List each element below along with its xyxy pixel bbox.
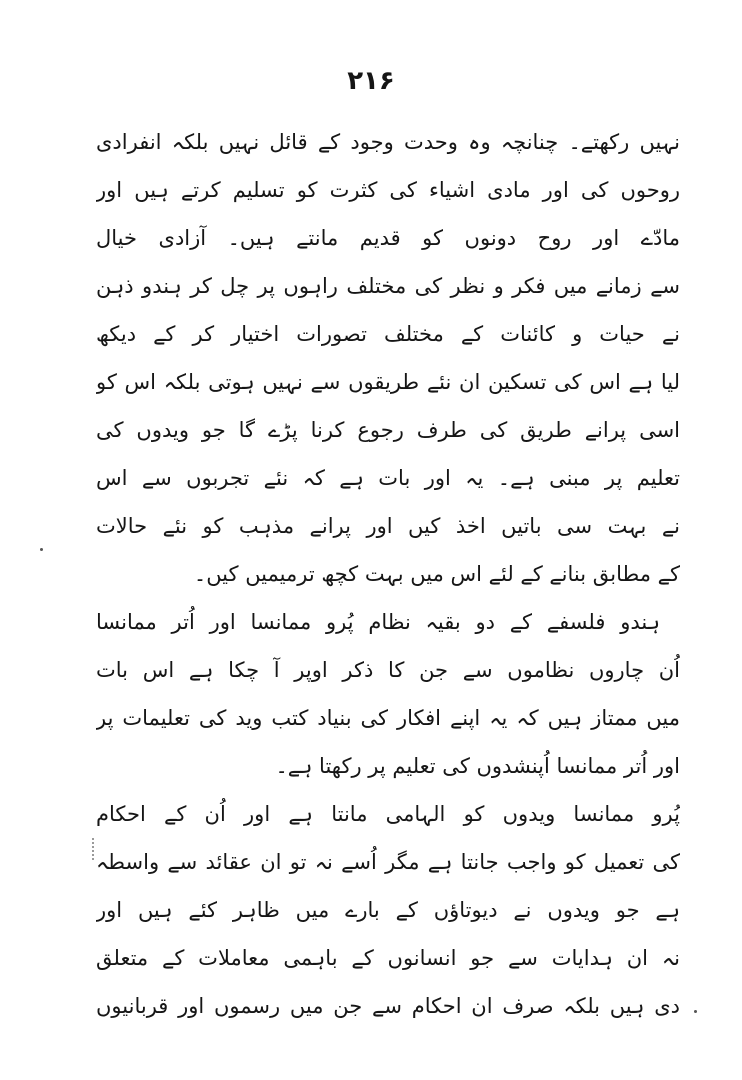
scan-speck: [694, 1010, 697, 1013]
text-line: نے بہت سی باتیں اخذ کیں اور پرانے مذہب کو نئے حالات: [96, 514, 680, 538]
text-line: لیا ہے اس کی تسکین ان نئے طریقوں سے نہیں ہوتی بلکہ اس کو: [96, 370, 680, 394]
section-heading-line: ہندو فلسفے کے دو بقیہ نظام پُرو ممانسا اور اُتر ممانسا: [96, 610, 660, 634]
text-line: نہ ان ہدایات سے جو انسانوں کے باہمی معاملات کے متعلق: [96, 946, 680, 970]
text-line: روحوں کی اور مادی اشیاء کی کثرت کو تسلیم کرتے ہیں اور: [96, 178, 680, 202]
body-text: [96, 118, 680, 1030]
text-line: دی ہیں بلکہ صرف ان احکام سے جن میں رسموں اور قربانیوں: [96, 994, 680, 1018]
text-line: تعلیم پر مبنی ہے۔ یہ اور بات ہے کہ نئے تجربوں سے اس: [96, 466, 680, 490]
text-line: ہے جو ویدوں نے دیوتاؤں کے بارے میں ظاہر کئے ہیں اور: [96, 898, 680, 922]
text-line: کی تعمیل کو واجب جانتا ہے مگر اُسے نہ تو ان عقائد سے واسطہ: [96, 850, 680, 874]
text-line: پُرو ممانسا ویدوں کو الہامی مانتا ہے اور اُن کے احکام: [96, 802, 680, 826]
scan-speck: [40, 548, 43, 551]
page-number: ۲۱۶: [347, 66, 395, 96]
text-line: نے حیات و کائنات کے مختلف تصورات اختیار کر کے دیکھ: [96, 322, 680, 346]
text-line: اسی پرانے طریق کی طرف رجوع کرنا پڑے گا جو ویدوں کی: [96, 418, 680, 442]
scan-artifact: [92, 838, 106, 860]
text-line: میں ممتاز ہیں کہ یہ اپنے افکار کی بنیاد کتب وید کی تعلیمات پر: [96, 706, 680, 730]
text-line: نہیں رکھتے۔ چنانچہ وہ وحدت وجود کے قائل نہیں بلکہ انفرادی: [96, 130, 680, 154]
text-line: اور اُتر ممانسا اُپنشدوں کی تعلیم پر رکھتا ہے۔: [275, 754, 680, 778]
text-line: مادّے اور روح دونوں کو قدیم مانتے ہیں۔ آزادی خیال: [96, 226, 680, 250]
text-line: اُن چاروں نظاموں سے جن کا ذکر اوپر آ چکا ہے اس بات: [96, 658, 680, 682]
text-line: کے مطابق بنانے کے لئے اس میں بہت کچھ ترمیمیں کیں۔: [193, 562, 680, 586]
text-line: سے زمانے میں فکر و نظر کی مختلف راہوں پر چل کر ہندو ذہن: [96, 274, 680, 298]
